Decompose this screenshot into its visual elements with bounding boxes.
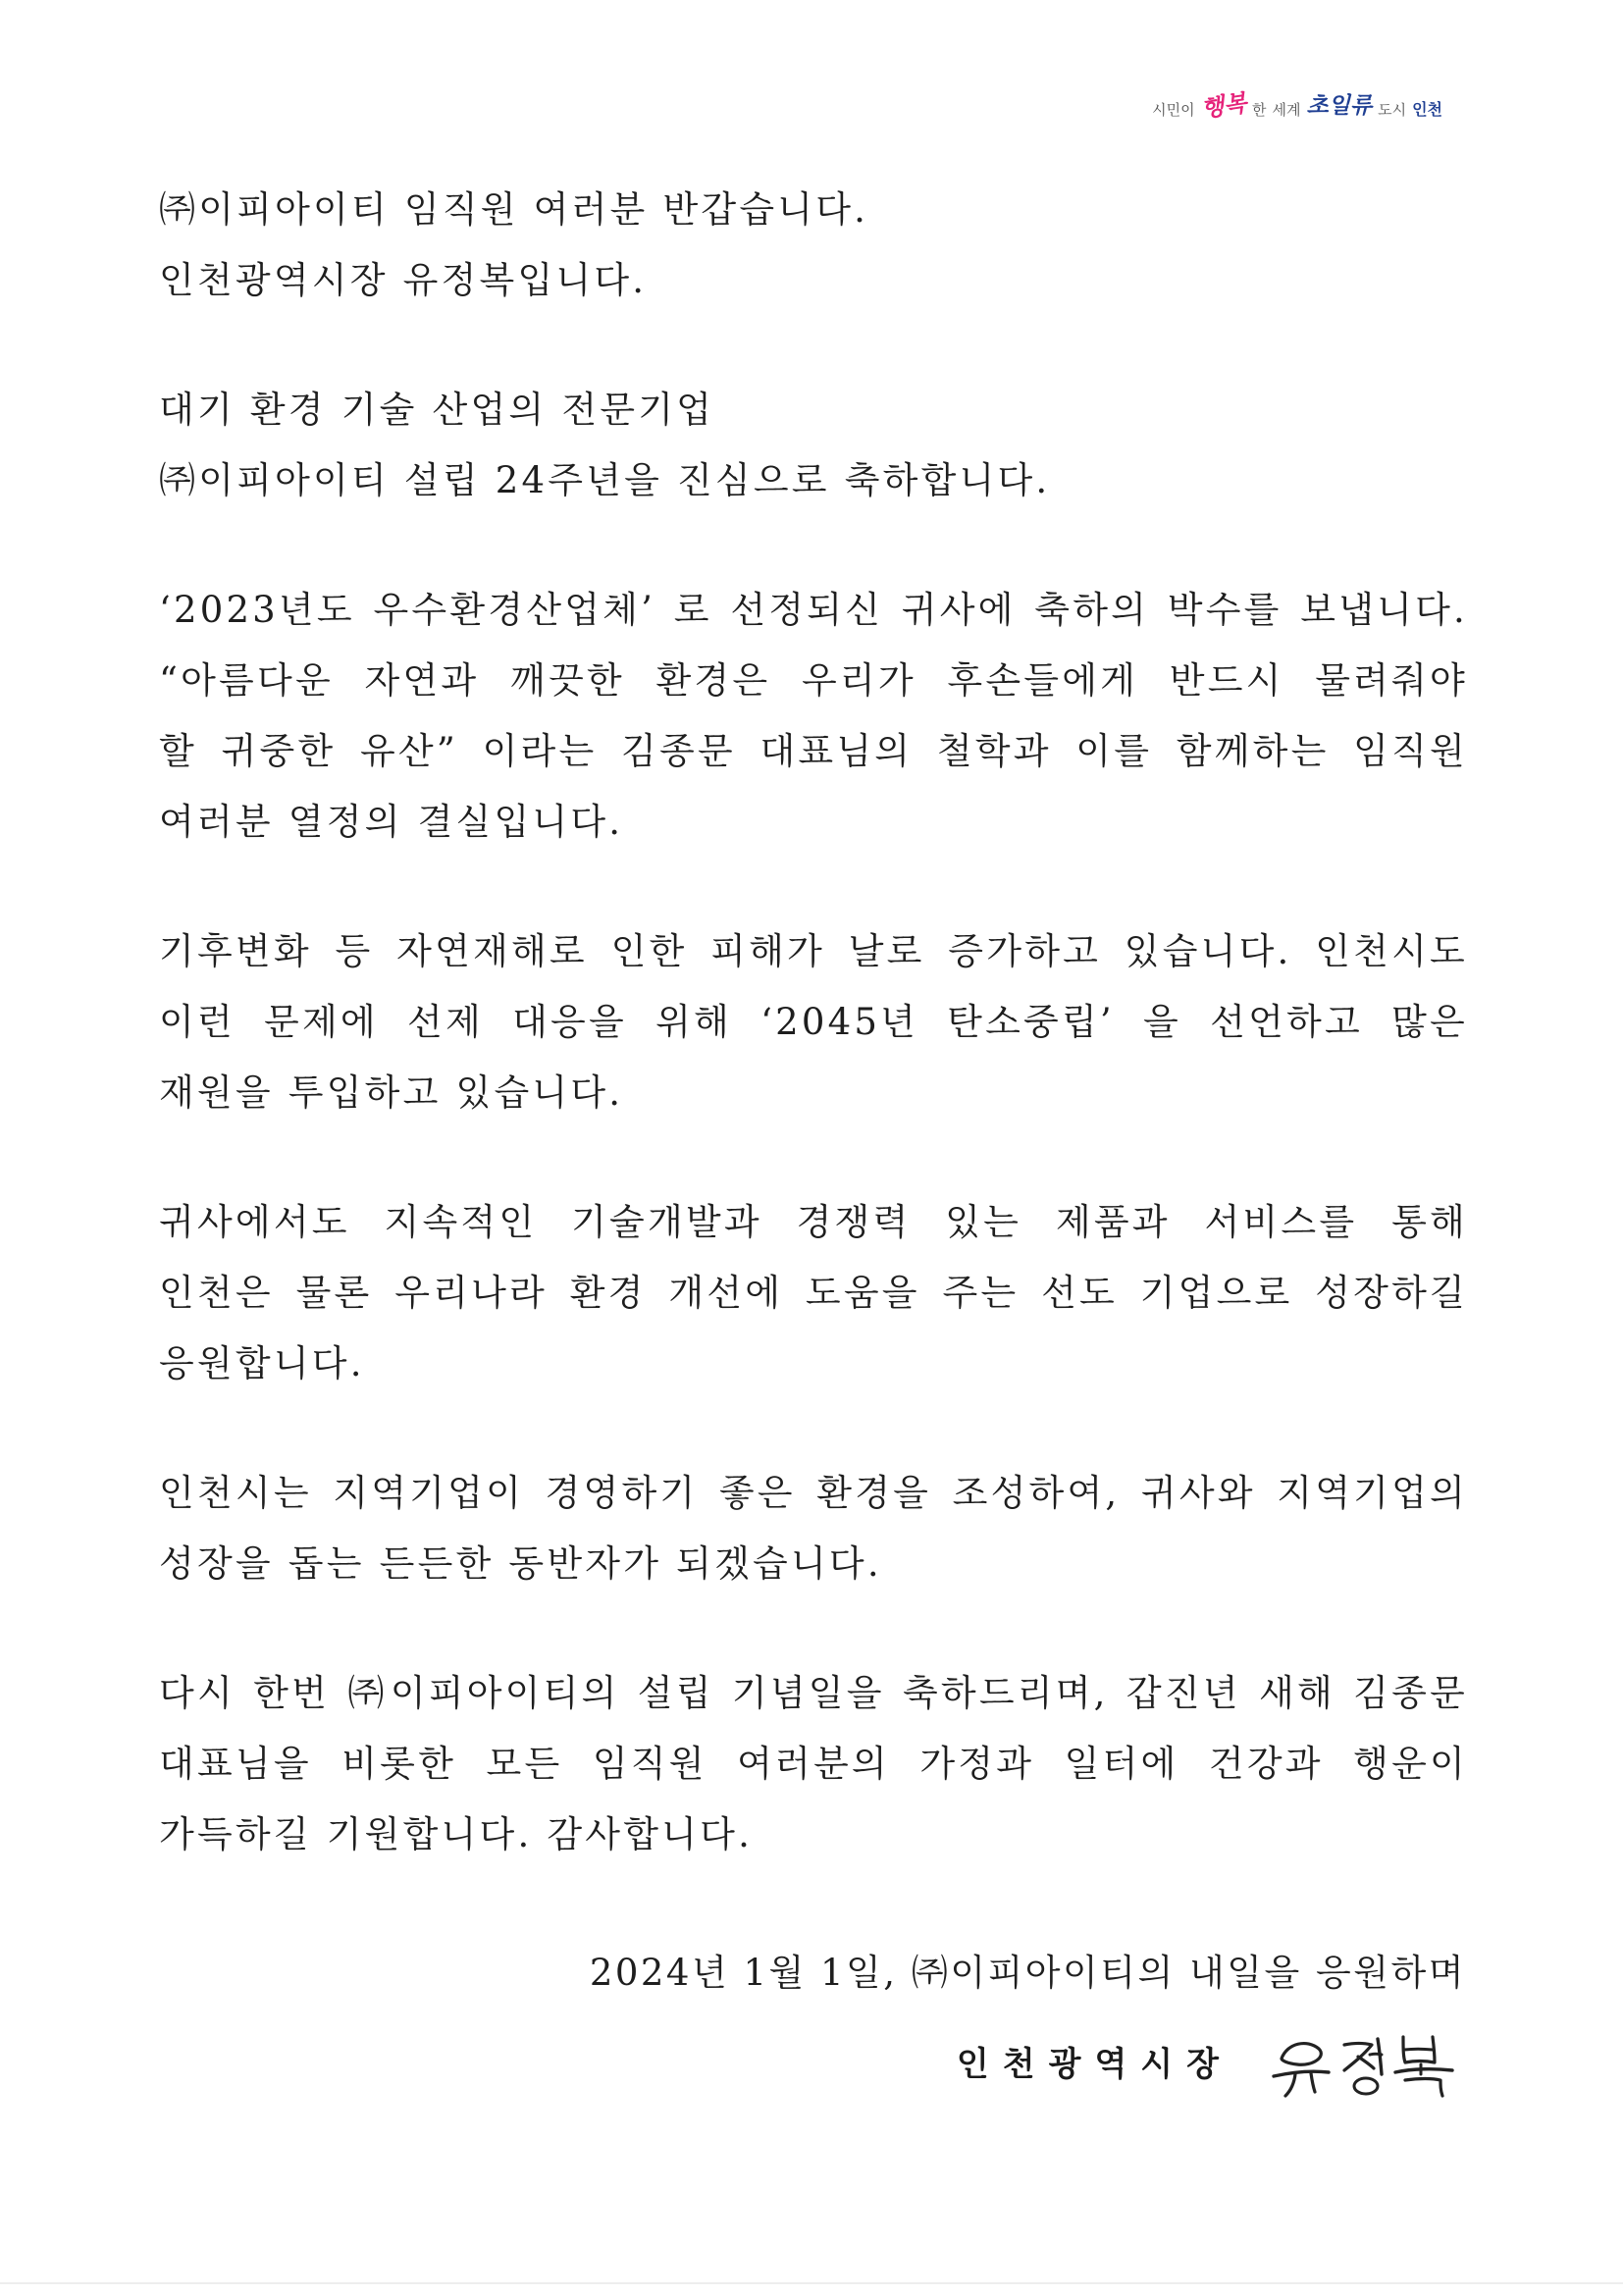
letter-body [159,175,1468,1929]
closing-line: 2024년 1월 1일, ㈜이피아이티의 내일을 응원하며 [589,1952,1466,1994]
signer-title: 인천광역시장 [956,2044,1232,2084]
signer-block [957,2021,1464,2100]
letter-line: ㈜이피아이티 임직원 여러분 반갑습니다. [159,188,869,231]
letter-line: 인천광역시장 유정복입니다. [159,259,648,301]
letter-line: 귀사에서도 지속적인 기술개발과 경쟁력 있는 제품과 서비스를 통해 [159,1201,1468,1243]
letter-paragraph [159,916,1468,1128]
page-bottom-rule [0,2282,1623,2284]
letter-line: 여러분 열정의 결실입니다. [159,801,624,843]
letter-paragraph [159,1658,1468,1870]
city-slogan-logo [1152,88,1442,124]
letter-line: 성장을 돕는 든든한 동반자가 되겠습니다. [159,1542,882,1585]
letter-line: 대기 환경 기술 산업의 전문기업 [159,389,715,431]
letter-line: 다시 한번 ㈜이피아이티의 설립 기념일을 축하드리며, 갑진년 새해 김종문 [159,1672,1468,1714]
letter-line: 인천은 물론 우리나라 환경 개선에 도움을 주는 선도 기업으로 성장하길 [159,1272,1468,1314]
slogan-word: 시민이 [1152,101,1195,119]
letter-line: 이런 문제에 선제 대응을 위해 ‘2045년 탄소중립’ 을 선언하고 많은 [159,1001,1468,1043]
letter-paragraph [159,1458,1468,1599]
letter-line: ‘2023년도 우수환경산업체’ 로 선정되신 귀사에 축하의 박수를 보냅니다. [159,589,1468,631]
letter-line: 기후변화 등 자연재해로 인한 피해가 날로 증가하고 있습니다. 인천시도 [159,930,1468,972]
letter-paragraph [159,375,1468,516]
letter-line: 인천시는 지역기업이 경영하기 좋은 환경을 조성하여, 귀사와 지역기업의 [159,1472,1468,1514]
slogan-word-highlight: 초일류 [1306,93,1373,119]
letter-paragraph [159,1187,1468,1399]
letter-paragraph [159,175,1468,316]
letter-line: “아름다운 자연과 깨끗한 환경은 우리가 후손들에게 반드시 물려줘야 [159,659,1468,702]
slogan-word: 세계 [1272,101,1301,119]
letter-line: 대표님을 비롯한 모든 임직원 여러분의 가정과 일터에 건강과 행운이 [159,1743,1468,1785]
handwritten-signature [1268,2021,1464,2100]
slogan-word-highlight: 행복 [1198,88,1248,124]
slogan-word: 도시 [1378,101,1407,119]
letter-line: ㈜이피아이티 설립 24주년을 진심으로 축하합니다. [159,459,1051,501]
letter-line: 할 귀중한 유산” 이라는 김종문 대표님의 철학과 이를 함께하는 임직원 [159,730,1468,772]
letter-line: 응원합니다. [159,1342,365,1384]
letter-paragraph [159,575,1468,858]
slogan-word: 한 [1251,101,1267,119]
slogan-city-name: 인천 [1412,100,1442,119]
letter-line: 가득하길 기원합니다. 감사합니다. [159,1813,754,1855]
letter-line: 재원을 투입하고 있습니다. [159,1071,624,1114]
